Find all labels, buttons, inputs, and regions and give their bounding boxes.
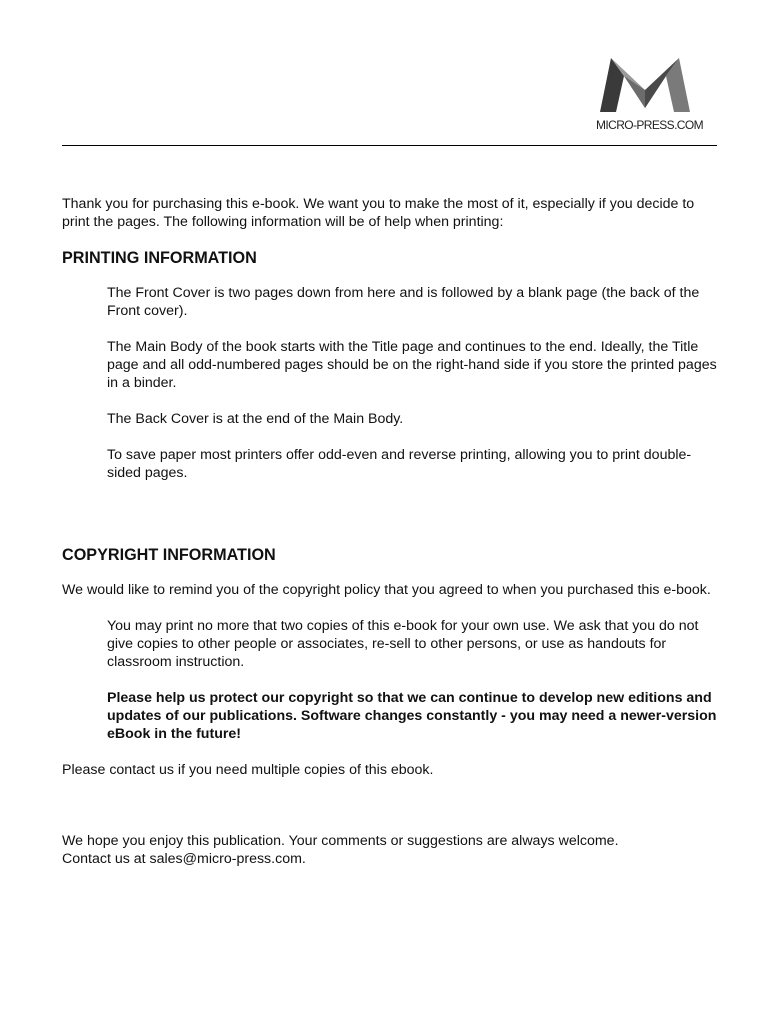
contact-email-line: Contact us at sales@micro-press.com. [62, 851, 306, 867]
printing-main-body-paragraph: The Main Body of the book starts with the Title page and continues to the end. Ideally, the Title page and all odd-numbered pages should be on the right-hand side if you store the printed pages in a binder. [107, 339, 717, 391]
micro-press-logo [596, 54, 704, 138]
header-divider [62, 145, 717, 146]
logo-left-leg [600, 58, 624, 112]
logo-wordmark: MICRO-PRESS.COM [596, 118, 704, 132]
printing-double-sided-paragraph: To save paper most printers offer odd-even and reverse printing, allowing you to print double-sided pages. [107, 447, 692, 481]
printing-back-cover-paragraph: The Back Cover is at the end of the Main Body. [107, 411, 404, 427]
copyright-heading: COPYRIGHT INFORMATION [62, 546, 276, 564]
intro-paragraph: Thank you for purchasing this e-book. We want you to make the most of it, especially if you decide to print the pages. The following information will be of help when printing: [62, 196, 695, 230]
m-logo-icon [596, 54, 694, 116]
copyright-intro-paragraph: We would like to remind you of the copyright policy that you agreed to when you purchased this e-book. [62, 582, 711, 598]
multiple-copies-contact-paragraph: Please contact us if you need multiple copies of this ebook. [62, 762, 434, 778]
closing-line: We hope you enjoy this publication. Your comments or suggestions are always welcome. [62, 833, 619, 849]
document-body [62, 195, 718, 868]
logo-right-leg [666, 58, 690, 112]
printing-heading: PRINTING INFORMATION [62, 249, 257, 267]
copyright-plea-paragraph: Please help us protect our copyright so that we can continue to develop new editions and updates of our publications. Software changes constantly - you may need a newer-version eBook in the future! [107, 690, 717, 742]
copyright-policy-paragraph: You may print no more that two copies of this e-book for your own use. We ask that you do not give copies to other people or associates, re-sell to other persons, or use as handouts for classroom instruction. [107, 618, 699, 670]
printing-front-cover-paragraph: The Front Cover is two pages down from here and is followed by a blank page (the back of the Front cover). [107, 285, 700, 319]
